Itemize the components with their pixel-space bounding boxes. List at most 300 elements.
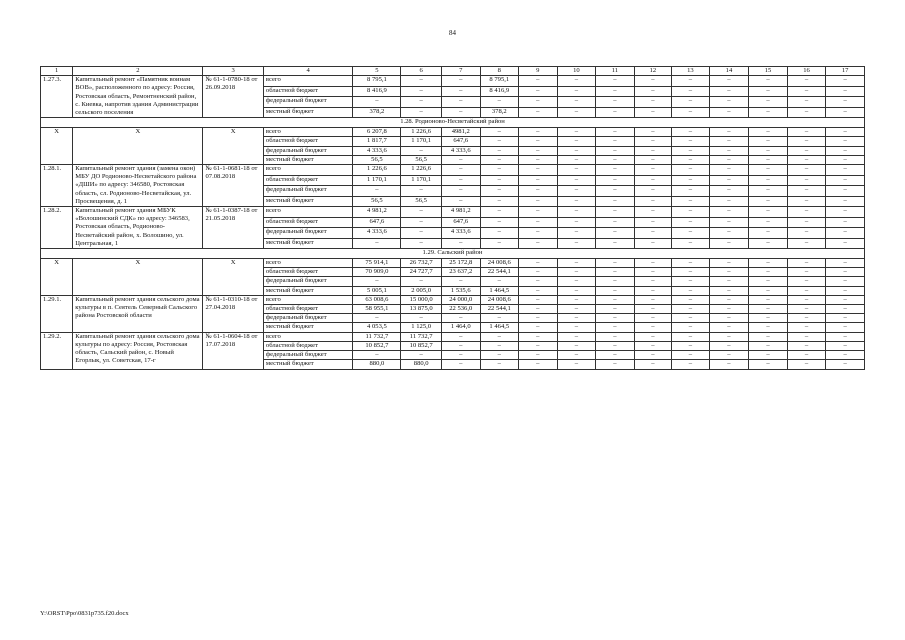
amount-cell: – <box>519 207 558 218</box>
amount-cell: 24 727,7 <box>401 268 442 277</box>
amount-cell: 75 914,1 <box>353 259 401 268</box>
amount-cell: – <box>672 107 710 118</box>
amount-cell: – <box>442 175 481 186</box>
amount-cell: – <box>672 360 710 369</box>
amount-cell: – <box>557 196 596 207</box>
amount-cell: – <box>401 314 442 323</box>
amount-cell: – <box>634 323 672 332</box>
amount-cell: 4 333,6 <box>442 146 481 155</box>
amount-cell: – <box>557 238 596 249</box>
funding-source: всего <box>263 128 353 137</box>
column-number: 5 <box>353 67 401 76</box>
amount-cell: 4981,2 <box>442 128 481 137</box>
amount-cell: – <box>480 341 519 350</box>
amount-cell: – <box>634 76 672 87</box>
amount-cell: – <box>709 175 749 186</box>
amount-cell: – <box>519 86 558 97</box>
amount-cell: – <box>353 314 401 323</box>
budget-table <box>40 66 865 370</box>
column-number: 17 <box>826 67 865 76</box>
amount-cell: – <box>749 86 788 97</box>
amount-cell: – <box>826 305 865 314</box>
amount-cell: – <box>480 175 519 186</box>
amount-cell: – <box>826 186 865 197</box>
amount-cell: – <box>826 268 865 277</box>
amount-cell: – <box>826 351 865 360</box>
amount-cell: – <box>672 76 710 87</box>
amount-cell: – <box>634 228 672 239</box>
amount-cell: – <box>749 351 788 360</box>
amount-cell: 8 416,9 <box>480 86 519 97</box>
expert-conclusion: № 61-1-0310-18 от 27.04.2018 <box>203 295 263 332</box>
amount-cell: – <box>749 341 788 350</box>
amount-cell: – <box>749 259 788 268</box>
amount-cell: – <box>519 323 558 332</box>
amount-cell: 880,0 <box>353 360 401 369</box>
amount-cell: – <box>480 165 519 176</box>
amount-cell: – <box>442 314 481 323</box>
amount-cell: – <box>634 128 672 137</box>
amount-cell: – <box>557 268 596 277</box>
amount-cell: 10 852,7 <box>401 341 442 350</box>
amount-cell: 15 000,0 <box>401 295 442 304</box>
amount-cell: – <box>480 332 519 341</box>
funding-source: местный бюджет <box>263 196 353 207</box>
amount-cell: – <box>709 314 749 323</box>
item-code: 1.28.2. <box>41 207 73 249</box>
amount-cell: 647,6 <box>442 137 481 146</box>
amount-cell: – <box>401 146 442 155</box>
amount-cell: – <box>519 137 558 146</box>
amount-cell: 1 226,6 <box>401 128 442 137</box>
amount-cell: – <box>749 207 788 218</box>
amount-cell: – <box>672 332 710 341</box>
amount-cell: – <box>634 146 672 155</box>
amount-cell: – <box>826 277 865 286</box>
funding-source: всего <box>263 76 353 87</box>
section-title: 1.29. Сальский район <box>41 249 865 259</box>
amount-cell: – <box>787 295 826 304</box>
funding-source: федеральный бюджет <box>263 277 353 286</box>
amount-cell: 11 732,7 <box>401 332 442 341</box>
amount-cell: – <box>749 238 788 249</box>
amount-cell: – <box>596 360 635 369</box>
amount-cell: 1 170,1 <box>401 175 442 186</box>
amount-cell: – <box>519 351 558 360</box>
amount-cell: – <box>401 186 442 197</box>
item-description: Капитальный ремонт здания сельского дома культуры в п. Сеятель Северный Сальского района Ростовской области <box>73 295 203 332</box>
amount-cell: – <box>596 86 635 97</box>
amount-cell: – <box>749 97 788 108</box>
amount-cell: – <box>787 107 826 118</box>
amount-cell: – <box>480 360 519 369</box>
amount-cell: – <box>480 351 519 360</box>
amount-cell: – <box>596 76 635 87</box>
amount-cell: – <box>709 76 749 87</box>
item-code: 1.29.2. <box>41 332 73 369</box>
amount-cell: – <box>557 259 596 268</box>
amount-cell: – <box>787 314 826 323</box>
amount-cell: – <box>709 128 749 137</box>
amount-cell: – <box>442 107 481 118</box>
amount-cell: – <box>557 97 596 108</box>
amount-cell: – <box>709 186 749 197</box>
amount-cell: – <box>672 217 710 228</box>
amount-cell: – <box>826 286 865 295</box>
amount-cell: – <box>596 97 635 108</box>
amount-cell: – <box>634 268 672 277</box>
amount-cell: – <box>634 341 672 350</box>
amount-cell: – <box>709 107 749 118</box>
amount-cell: – <box>634 305 672 314</box>
amount-cell: – <box>787 175 826 186</box>
expert-conclusion: № 61-1-0780-18 от 26.09.2018 <box>203 76 263 118</box>
amount-cell: – <box>557 217 596 228</box>
amount-cell: – <box>709 277 749 286</box>
amount-cell: – <box>826 76 865 87</box>
column-number: 16 <box>787 67 826 76</box>
amount-cell: 22 544,1 <box>480 268 519 277</box>
amount-cell: 70 909,0 <box>353 268 401 277</box>
amount-cell: 4 333,6 <box>353 228 401 239</box>
amount-cell: 25 172,8 <box>442 259 481 268</box>
amount-cell: 63 008,6 <box>353 295 401 304</box>
amount-cell: 5 005,1 <box>353 286 401 295</box>
table-row <box>41 295 865 304</box>
amount-cell: – <box>787 323 826 332</box>
amount-cell: – <box>749 155 788 164</box>
amount-cell: – <box>787 128 826 137</box>
amount-cell: 10 852,7 <box>353 341 401 350</box>
amount-cell: – <box>557 295 596 304</box>
page-number: 84 <box>449 29 456 37</box>
amount-cell: – <box>557 228 596 239</box>
funding-source: областной бюджет <box>263 175 353 186</box>
amount-cell: 8 416,9 <box>353 86 401 97</box>
amount-cell: – <box>787 351 826 360</box>
amount-cell: – <box>480 228 519 239</box>
amount-cell: 880,0 <box>401 360 442 369</box>
amount-cell: – <box>480 97 519 108</box>
amount-cell: – <box>826 360 865 369</box>
amount-cell: – <box>634 207 672 218</box>
amount-cell: – <box>401 238 442 249</box>
amount-cell: – <box>672 97 710 108</box>
amount-cell: 13 875,0 <box>401 305 442 314</box>
amount-cell: – <box>826 175 865 186</box>
amount-cell: – <box>480 196 519 207</box>
amount-cell: – <box>634 314 672 323</box>
amount-cell: – <box>826 128 865 137</box>
amount-cell: – <box>442 277 481 286</box>
column-number: 8 <box>480 67 519 76</box>
amount-cell: – <box>596 207 635 218</box>
amount-cell: – <box>596 146 635 155</box>
amount-cell: – <box>709 332 749 341</box>
amount-cell: – <box>519 146 558 155</box>
amount-cell: – <box>787 305 826 314</box>
amount-cell: – <box>596 314 635 323</box>
amount-cell: – <box>672 305 710 314</box>
amount-cell: – <box>634 259 672 268</box>
amount-cell: – <box>826 332 865 341</box>
item-code: 1.27.3. <box>41 76 73 118</box>
amount-cell: – <box>442 360 481 369</box>
funding-source: федеральный бюджет <box>263 146 353 155</box>
funding-source: всего <box>263 207 353 218</box>
amount-cell: – <box>787 332 826 341</box>
amount-cell: – <box>634 175 672 186</box>
item-code: 1.29.1. <box>41 295 73 332</box>
amount-cell: – <box>787 196 826 207</box>
funding-source: всего <box>263 332 353 341</box>
amount-cell: – <box>519 277 558 286</box>
amount-cell: – <box>480 217 519 228</box>
expert-conclusion: Х <box>203 128 263 165</box>
table-row <box>41 76 865 87</box>
amount-cell: – <box>749 305 788 314</box>
amount-cell: – <box>557 323 596 332</box>
amount-cell: – <box>519 268 558 277</box>
amount-cell: – <box>401 217 442 228</box>
amount-cell: 1 170,1 <box>401 137 442 146</box>
amount-cell: – <box>634 360 672 369</box>
amount-cell: – <box>749 217 788 228</box>
amount-cell: – <box>596 128 635 137</box>
amount-cell: – <box>634 107 672 118</box>
amount-cell: – <box>596 323 635 332</box>
amount-cell: 378,2 <box>353 107 401 118</box>
amount-cell: – <box>709 259 749 268</box>
amount-cell: – <box>519 295 558 304</box>
amount-cell: 11 732,7 <box>353 332 401 341</box>
amount-cell: – <box>480 146 519 155</box>
header-row <box>41 67 865 76</box>
amount-cell: – <box>749 186 788 197</box>
amount-cell: – <box>787 97 826 108</box>
amount-cell: – <box>787 341 826 350</box>
amount-cell: – <box>709 305 749 314</box>
amount-cell: – <box>519 196 558 207</box>
amount-cell: – <box>519 228 558 239</box>
amount-cell: – <box>519 175 558 186</box>
amount-cell: – <box>557 86 596 97</box>
amount-cell: – <box>596 259 635 268</box>
amount-cell: – <box>557 305 596 314</box>
amount-cell: – <box>672 259 710 268</box>
amount-cell: – <box>596 305 635 314</box>
expert-conclusion: № 61-1-0681-18 от 07.08.2018 <box>203 165 263 207</box>
funding-source: местный бюджет <box>263 155 353 164</box>
funding-source: местный бюджет <box>263 286 353 295</box>
column-number: 4 <box>263 67 353 76</box>
amount-cell: – <box>634 196 672 207</box>
amount-cell: – <box>749 332 788 341</box>
amount-cell: – <box>557 155 596 164</box>
funding-source: федеральный бюджет <box>263 228 353 239</box>
column-number: 9 <box>519 67 558 76</box>
amount-cell: – <box>826 165 865 176</box>
table-row <box>41 128 865 137</box>
amount-cell: – <box>596 295 635 304</box>
amount-cell: – <box>709 351 749 360</box>
amount-cell: – <box>749 137 788 146</box>
amount-cell: 22 544,1 <box>480 305 519 314</box>
amount-cell: – <box>749 146 788 155</box>
amount-cell: – <box>353 351 401 360</box>
amount-cell: – <box>709 323 749 332</box>
amount-cell: – <box>557 128 596 137</box>
amount-cell: – <box>557 314 596 323</box>
amount-cell: – <box>749 360 788 369</box>
amount-cell: – <box>557 341 596 350</box>
amount-cell: – <box>442 341 481 350</box>
amount-cell: – <box>634 186 672 197</box>
amount-cell: – <box>519 341 558 350</box>
funding-source: местный бюджет <box>263 360 353 369</box>
item-description: Х <box>73 259 203 296</box>
item-code: Х <box>41 128 73 165</box>
amount-cell: – <box>787 165 826 176</box>
section-row <box>41 249 865 259</box>
amount-cell: – <box>787 86 826 97</box>
amount-cell: – <box>787 207 826 218</box>
amount-cell: – <box>709 217 749 228</box>
amount-cell: – <box>596 186 635 197</box>
amount-cell: – <box>709 155 749 164</box>
funding-source: областной бюджет <box>263 268 353 277</box>
amount-cell: 8 795,1 <box>480 76 519 87</box>
amount-cell: – <box>826 155 865 164</box>
amount-cell: – <box>709 165 749 176</box>
amount-cell: 1 464,5 <box>480 323 519 332</box>
amount-cell: – <box>672 128 710 137</box>
funding-source: местный бюджет <box>263 323 353 332</box>
amount-cell: – <box>634 86 672 97</box>
column-number: 11 <box>596 67 635 76</box>
column-number: 13 <box>672 67 710 76</box>
amount-cell: – <box>557 175 596 186</box>
amount-cell: – <box>596 175 635 186</box>
amount-cell: – <box>787 146 826 155</box>
amount-cell: – <box>672 314 710 323</box>
funding-source: областной бюджет <box>263 217 353 228</box>
amount-cell: – <box>596 268 635 277</box>
amount-cell: – <box>749 76 788 87</box>
amount-cell: – <box>826 323 865 332</box>
amount-cell: – <box>442 86 481 97</box>
amount-cell: – <box>749 228 788 239</box>
amount-cell: – <box>672 155 710 164</box>
amount-cell: 2 005,0 <box>401 286 442 295</box>
amount-cell: – <box>826 341 865 350</box>
amount-cell: – <box>672 268 710 277</box>
amount-cell: – <box>596 341 635 350</box>
amount-cell: – <box>596 217 635 228</box>
amount-cell: – <box>353 97 401 108</box>
amount-cell: – <box>709 341 749 350</box>
expert-conclusion: № 61-1-0387-18 от 21.05.2018 <box>203 207 263 249</box>
amount-cell: – <box>672 165 710 176</box>
amount-cell: – <box>634 238 672 249</box>
amount-cell: 56,5 <box>353 155 401 164</box>
amount-cell: – <box>749 295 788 304</box>
amount-cell: – <box>672 351 710 360</box>
amount-cell: – <box>749 128 788 137</box>
item-description: Капитальный ремонт здания МБУК «Волошинский СДК» по адресу: 346583, Ростовская область, Родионово-Несветайский район, х. Волошино, ул. Центральная, 1 <box>73 207 203 249</box>
funding-source: областной бюджет <box>263 341 353 350</box>
amount-cell: – <box>749 323 788 332</box>
amount-cell: – <box>442 97 481 108</box>
table-row <box>41 165 865 176</box>
amount-cell: – <box>826 86 865 97</box>
amount-cell: – <box>672 146 710 155</box>
amount-cell: – <box>480 314 519 323</box>
amount-cell: – <box>749 286 788 295</box>
item-code: 1.28.1. <box>41 165 73 207</box>
expert-conclusion: № 61-1-0604-18 от 17.07.2018 <box>203 332 263 369</box>
amount-cell: – <box>634 351 672 360</box>
file-path-footer: Y:\ORST\Ppo\0831p735.f20.docx <box>40 610 129 617</box>
amount-cell: 4 333,6 <box>353 146 401 155</box>
amount-cell: – <box>709 207 749 218</box>
funding-source: федеральный бюджет <box>263 351 353 360</box>
amount-cell: – <box>672 207 710 218</box>
column-number: 10 <box>557 67 596 76</box>
amount-cell: – <box>596 351 635 360</box>
amount-cell: – <box>826 107 865 118</box>
amount-cell: – <box>401 351 442 360</box>
amount-cell: – <box>401 277 442 286</box>
amount-cell: – <box>557 146 596 155</box>
amount-cell: – <box>672 295 710 304</box>
amount-cell: – <box>442 332 481 341</box>
amount-cell: – <box>709 286 749 295</box>
item-description: Капитальный ремонт здания сельского дома культуры по адресу: Россия, Ростовская область, Сальский район, с. Новый Егорлык, ул. Советская, 17-г <box>73 332 203 369</box>
table-row <box>41 259 865 268</box>
amount-cell: – <box>672 186 710 197</box>
amount-cell: – <box>401 228 442 239</box>
funding-source: всего <box>263 295 353 304</box>
amount-cell: – <box>557 165 596 176</box>
amount-cell: – <box>557 351 596 360</box>
amount-cell: – <box>749 165 788 176</box>
amount-cell: – <box>401 76 442 87</box>
amount-cell: – <box>519 332 558 341</box>
amount-cell: 24 008,6 <box>480 259 519 268</box>
amount-cell: – <box>672 175 710 186</box>
amount-cell: – <box>519 107 558 118</box>
amount-cell: – <box>709 137 749 146</box>
amount-cell: – <box>480 207 519 218</box>
amount-cell: – <box>749 175 788 186</box>
amount-cell: – <box>353 186 401 197</box>
amount-cell: – <box>709 97 749 108</box>
amount-cell: – <box>709 238 749 249</box>
amount-cell: – <box>557 137 596 146</box>
amount-cell: – <box>557 277 596 286</box>
amount-cell: – <box>749 268 788 277</box>
item-description: Х <box>73 128 203 165</box>
amount-cell: – <box>787 76 826 87</box>
amount-cell: – <box>709 146 749 155</box>
amount-cell: 24 000,0 <box>442 295 481 304</box>
amount-cell: – <box>787 228 826 239</box>
funding-source: федеральный бюджет <box>263 314 353 323</box>
amount-cell: – <box>749 314 788 323</box>
amount-cell: – <box>442 155 481 164</box>
expert-conclusion: Х <box>203 259 263 296</box>
